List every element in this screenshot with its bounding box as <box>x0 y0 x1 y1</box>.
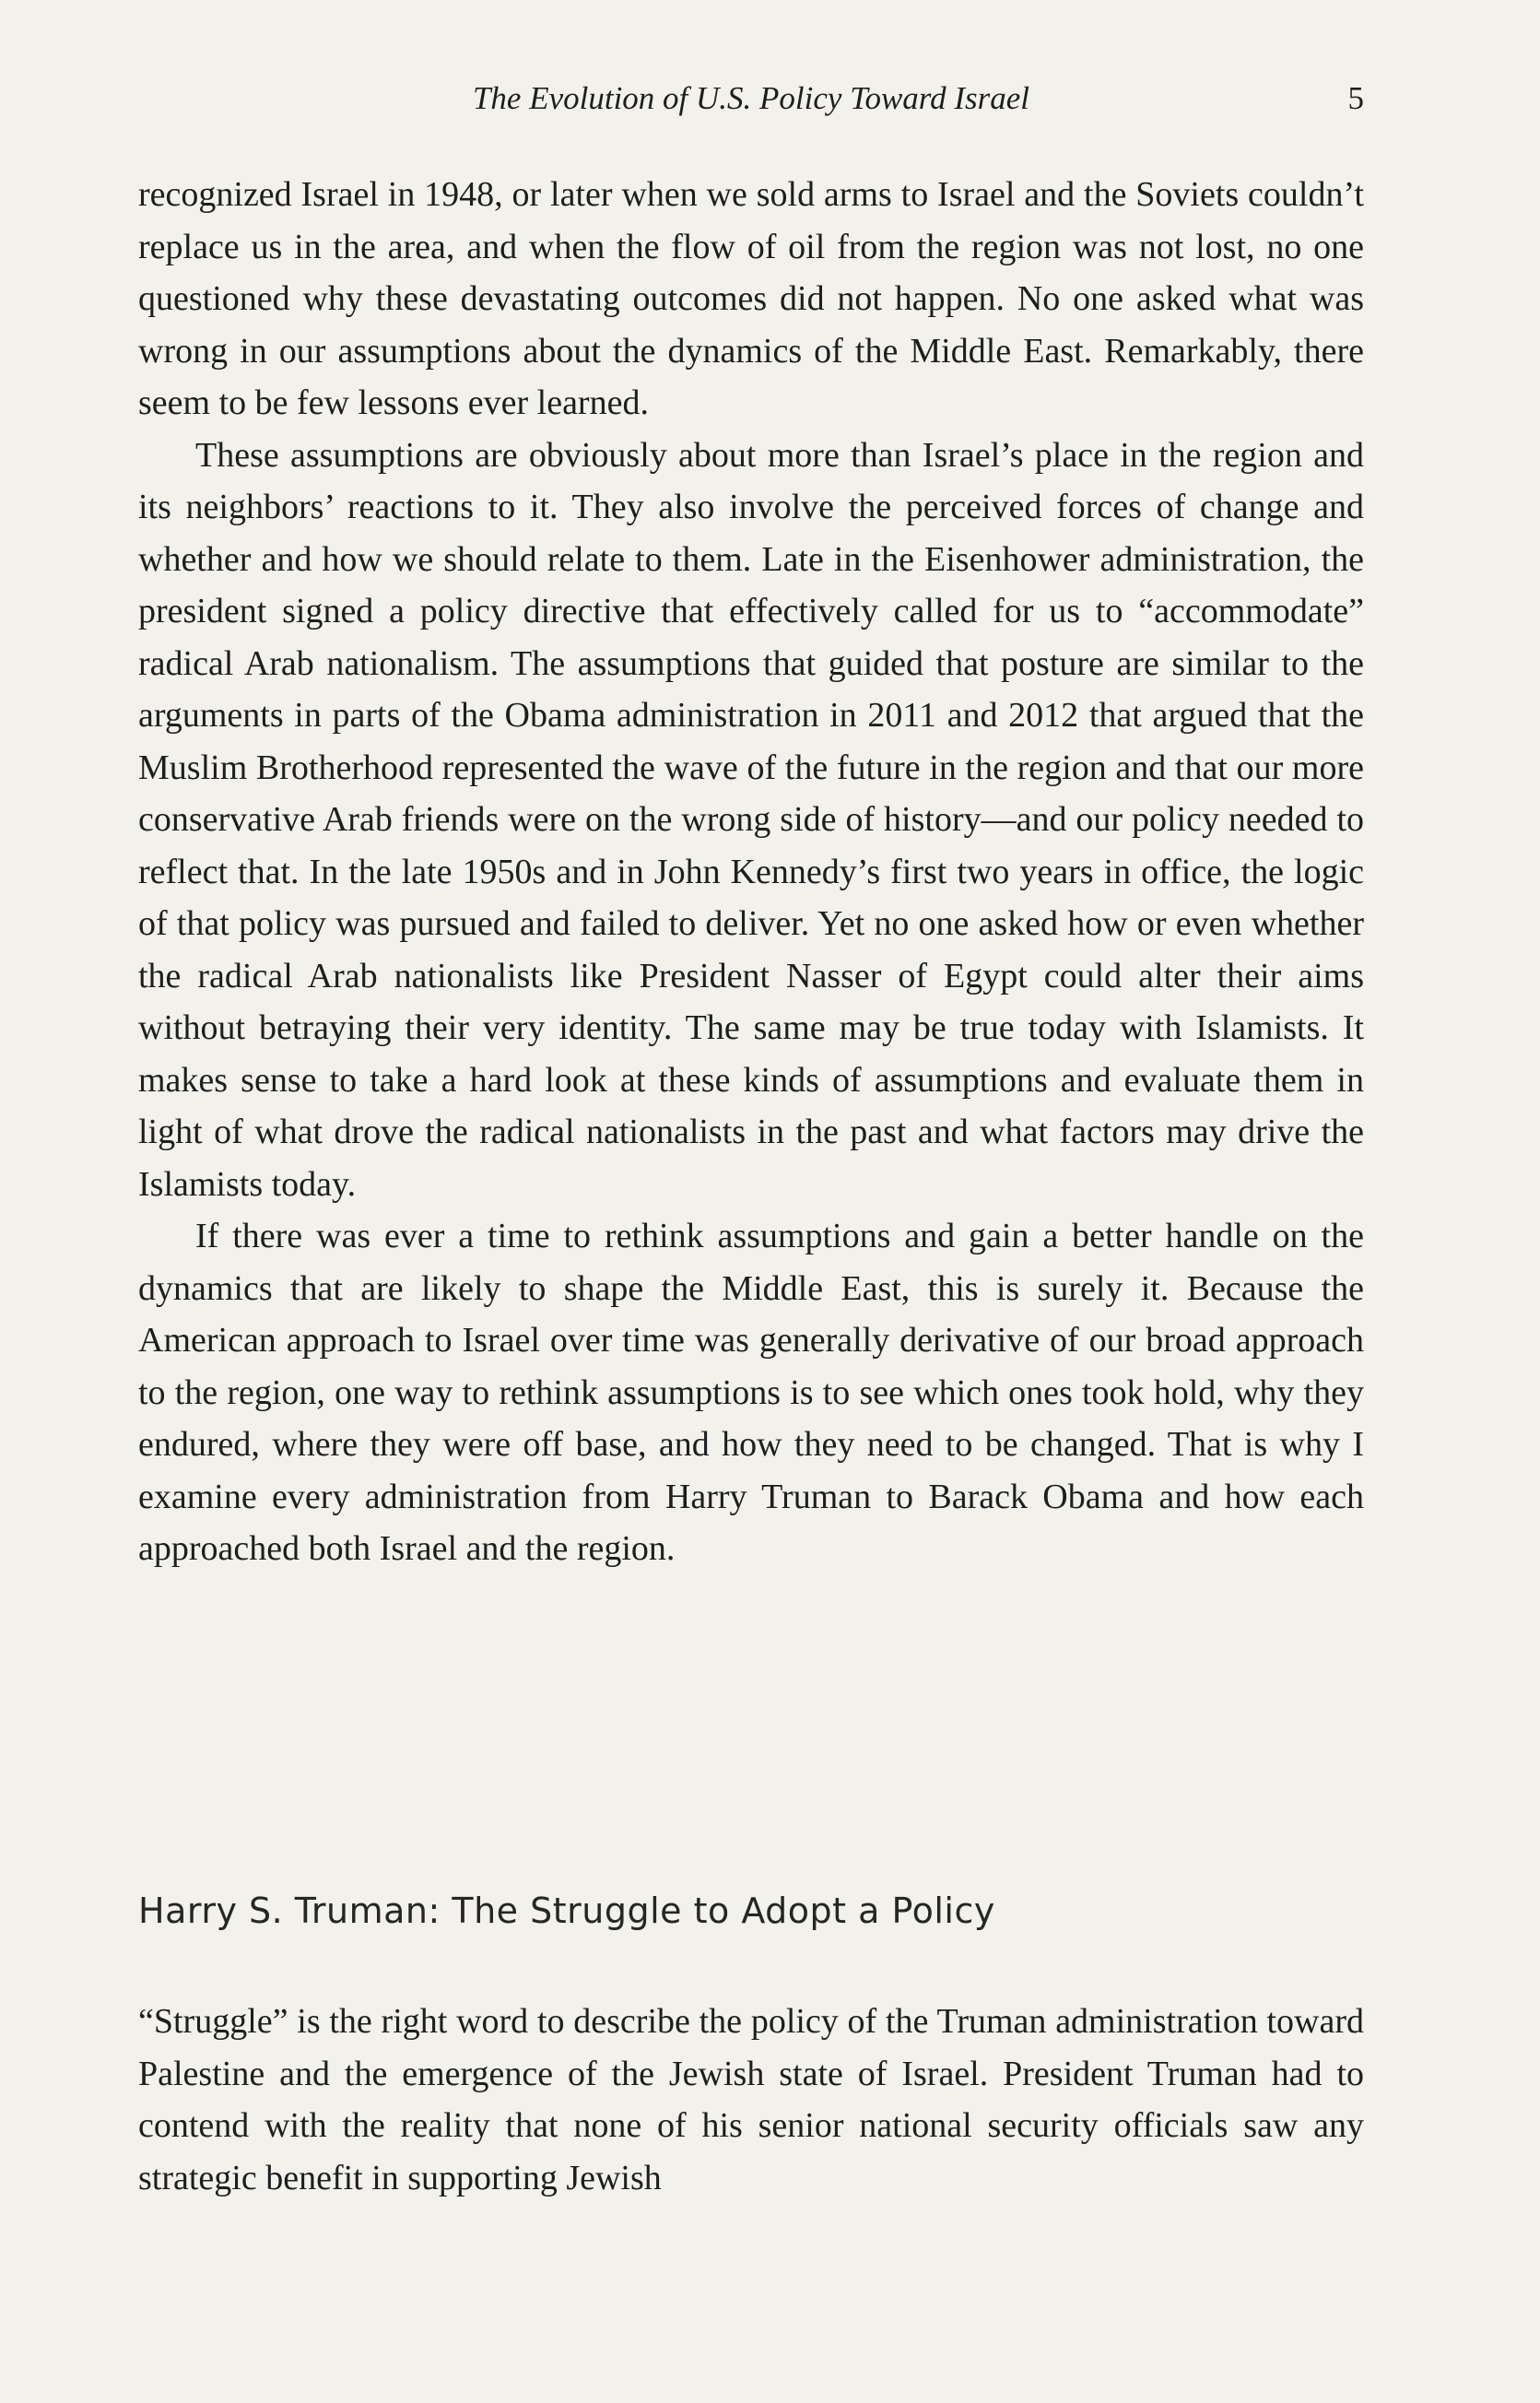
running-head <box>138 76 1364 122</box>
running-title: The Evolution of U.S. Policy Toward Israel <box>472 80 1030 116</box>
section-text <box>138 1996 1364 2204</box>
body-text <box>138 169 1364 1575</box>
page-number: 5 <box>1347 80 1364 116</box>
paragraph-truman: “Struggle” is the right word to describe the policy of the Truman administration toward Palestine and the emergence of the Jewish state of Israel. President Truman had to contend with the reality that none of his senior national security officials saw any strategic benefit in supporting Jewish <box>138 2002 1364 2197</box>
paragraph-continued: recognized Israel in 1948, or later when we sold arms to Israel and the Soviets couldn’t replace us in the area, and when the flow of oil from the region was not lost, no one questioned why these devastating outcomes did not happen. No one asked what was wrong in our assumptions about the dynamics of the Middle East. Remarkably, there seem to be few lessons ever learned. <box>138 175 1364 422</box>
paragraph-rethink: If there was ever a time to rethink assumptions and gain a better handle on the dynamics that are likely to shape the Middle East, this is surely it. Because the American approach to Israel over time was generally derivative of our broad approach to the region, one way to rethink assumptions is to see which ones took hold, why they endured, where they were off base, and how they need to be changed. That is why I examine every administration from Harry Truman to Barack Obama and how each approached both Israel and the region. <box>138 1217 1364 1568</box>
section-heading: Harry S. Truman: The Struggle to Adopt a Policy <box>138 1891 995 1931</box>
paragraph-assumptions: These assumptions are obviously about more than Israel’s place in the region and its neighbors’ reactions to it. They also involve the perceived forces of change and whether and how we should relate to them. Late in the Eisenhower administration, the president signed a policy directive that effectively called for us to “accommodate” radical Arab nationalism. The assumptions that guided that posture are similar to the arguments in parts of the Obama administration in 2011 and 2012 that argued that the Muslim Brotherhood represented the wave of the future in the region and that our more conservative Arab friends were on the wrong side of history—and our policy needed to reflect that. In the late 1950s and in John Kennedy’s first two years in office, the logic of that policy was pursued and failed to deliver. Yet no one asked how or even whether the radical Arab nationalists like President Nasser of Egypt could alter their aims without betraying their very identity. The same may be true today with Islamists. It makes sense to take a hard look at these kinds of assumptions and evaluate them in light of what drove the radical nationalists in the past and what factors may drive the Islamists today. <box>138 435 1364 1204</box>
